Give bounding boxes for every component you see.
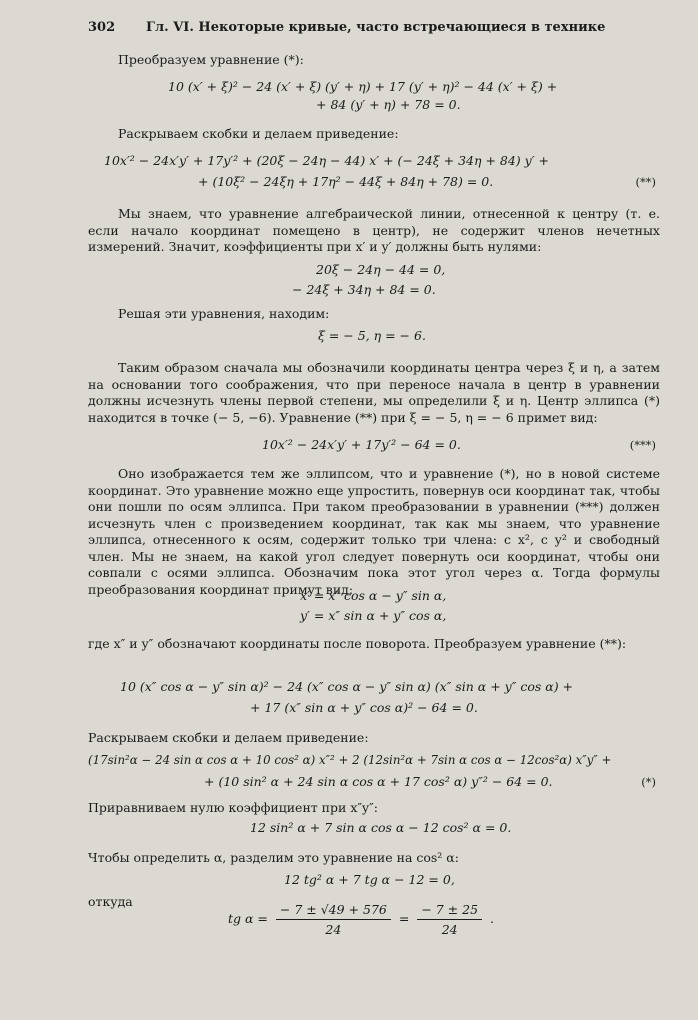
equation-line: 20ξ − 24η − 44 = 0, — [316, 262, 446, 277]
paragraph-transform-intro: Преобразуем уравнение (*): — [118, 52, 304, 67]
equation-line: 10x′² − 24x′y′ + 17y′² + (20ξ − 24η − 44) x′ + (− 24ξ + 34η + 84) y′ + — [104, 153, 549, 168]
paragraph-center-found: Таким образом сначала мы обозначили координаты центра через ξ и η, а затем на основании того соображения, что при переносе начала в центр в уравнении должны исчезнуть члены первой степени, мы определили ξ и η. Центр эллипса (*) находится в точке (− 5, −6). Уравнение (**) при ξ = − 5, η = − 6 примет вид: — [88, 360, 660, 425]
fraction-denominator: 24 — [325, 922, 342, 937]
equation-line: 12 sin² α + 7 sin α cos α − 12 cos² α = 0. — [250, 820, 512, 835]
running-title: Гл. VI. Некоторые кривые, часто встречающиеся в технике — [146, 20, 606, 35]
equation-line: 10 (x″ cos α − y″ sin α)² − 24 (x″ cos α − y″ sin α) (x″ sin α + y″ cos α) + — [120, 679, 574, 694]
equation-line: x′ = x″ cos α − y″ sin α, — [300, 588, 447, 603]
fraction-equation — [228, 902, 494, 937]
fraction — [417, 902, 482, 937]
page-number: 302 — [88, 20, 116, 35]
paragraph-expand: Раскрываем скобки и делаем приведение: — [118, 126, 399, 141]
fraction-numerator: − 7 ± √49 + 576 — [276, 902, 391, 920]
equation-line: + 84 (y′ + η) + 78 = 0. — [316, 97, 461, 112]
fraction — [276, 902, 391, 937]
paragraph-coefficient: Приравниваем нулю коэффициент при x″y″: — [88, 800, 378, 815]
paragraph-center-reasoning: Мы знаем, что уравнение алгебраической линии, отнесенной к центру (т. е. если начало координат помещено в центр), не содержит членов нечетных измерений. Значит, коэффициенты при x′ и y′ должны быть нулями: — [88, 206, 660, 254]
equation-tag: (**) — [635, 175, 656, 189]
equation-line: 12 tg² α + 7 tg α − 12 = 0, — [284, 872, 455, 887]
equation-line: + (10ξ² − 24ξη + 17η² − 44ξ + 84η + 78) = 0. — [198, 174, 494, 189]
tangent-lhs: tg α = — [228, 911, 268, 926]
equation-line: + 17 (x″ sin α + y″ cos α)² − 64 = 0. — [250, 700, 478, 715]
paragraph-solving: Решая эти уравнения, находим: — [118, 306, 330, 321]
paragraph-rotation: Оно изображается тем же эллипсом, что и уравнение (*), но в новой системе координат. Это уравнение можно еще упростить, повернув оси координат так, чтобы они пошли по осям эллипса. При таком преобразовании в уравнении (***) должен исчезнуть член с произведением координат, так как мы знаем, что уравнение эллипса, отнесенного к осям, содержит только три члена: с x², с y² и свободный член. Мы не знаем, на какой угол следует повернуть оси координат, чтобы они совпали с осями эллипса. Обозначим пока этот угол через α. Тогда формулы преобразования координат примут вид: — [88, 466, 660, 597]
equation-line: ξ = − 5, η = − 6. — [318, 328, 426, 343]
final-period: . — [490, 911, 495, 926]
equals-sign: = — [398, 911, 410, 926]
fraction-denominator: 24 — [441, 922, 458, 937]
fraction-numerator: − 7 ± 25 — [417, 902, 482, 920]
equation-line: 10x′² − 24x′y′ + 17y′² − 64 = 0. — [262, 437, 461, 452]
equation-tag: (***) — [629, 438, 656, 452]
paragraph-after-rotation: где x″ и y″ обозначают координаты после поворота. Преобразуем уравнение (**): — [88, 636, 627, 651]
equation-line: + (10 sin² α + 24 sin α cos α + 17 cos² α) y″² − 64 = 0. — [204, 774, 553, 789]
equation-line: y′ = x″ sin α + y″ cos α, — [300, 608, 447, 623]
equation-line: (17sin²α − 24 sin α cos α + 10 cos² α) x″² + 2 (12sin²α + 7sin α cos α − 12cos²α) x″y″ + — [88, 753, 612, 767]
running-header — [88, 20, 658, 35]
paragraph-divide: Чтобы определить α, разделим это уравнение на cos² α: — [88, 850, 459, 865]
paragraph-whence: откуда — [88, 894, 133, 909]
equation-line: − 24ξ + 34η + 84 = 0. — [292, 282, 436, 297]
equation-line: 10 (x′ + ξ)² − 24 (x′ + ξ) (y′ + η) + 17 (y′ + η)² − 44 (x′ + ξ) + — [168, 79, 558, 94]
paragraph-expand-2: Раскрываем скобки и делаем приведение: — [88, 730, 369, 745]
equation-tag: (*) — [641, 775, 656, 789]
